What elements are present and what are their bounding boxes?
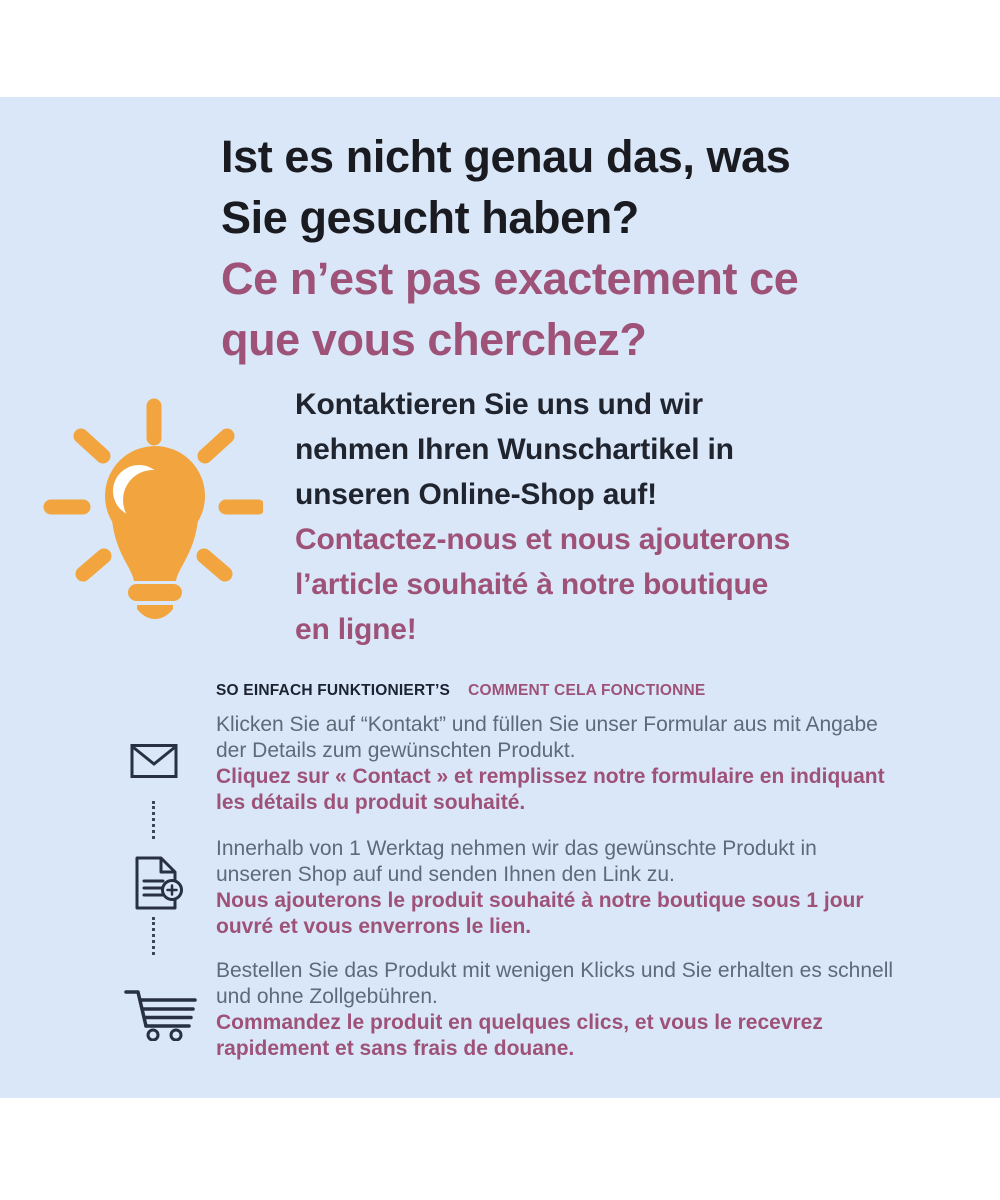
step-2-de-line1: Innerhalb von 1 Werktag nehmen wir das gewünschte Produkt in xyxy=(216,837,817,860)
headline xyxy=(221,126,798,370)
envelope-icon xyxy=(130,743,178,779)
how-it-works-fr: COMMENT CELA FONCTIONNE xyxy=(468,682,706,699)
step-2-text xyxy=(216,836,864,940)
lightbulb-icon xyxy=(43,398,263,620)
dotted-connector xyxy=(152,801,155,839)
step-1-fr-line1: Cliquez sur « Contact » et remplissez notre formulaire en indiquant xyxy=(216,765,885,788)
intro-fr-line1: Contactez-nous et nous ajouterons xyxy=(295,523,791,556)
how-it-works-de: SO EINFACH FUNKTIONIERT’S xyxy=(216,682,451,699)
headline-de-line2: Sie gesucht haben? xyxy=(221,192,639,243)
step-2-fr-line1: Nous ajouterons le produit souhaité à notre boutique sous 1 jour xyxy=(216,889,864,912)
step-3-text xyxy=(216,958,893,1062)
intro-de-line2: nehmen Ihren Wunschartikel in xyxy=(295,433,734,466)
headline-fr-line2: que vous cherchez? xyxy=(221,314,647,365)
step-3-de-line1: Bestellen Sie das Produkt mit wenigen Klicks und Sie erhalten es schnell xyxy=(216,959,894,982)
intro-text xyxy=(295,382,790,652)
step-1-de-line1: Klicken Sie auf “Kontakt” und füllen Sie unser Formular aus mit Angabe xyxy=(216,713,878,736)
step-2-de-line2: unseren Shop auf und senden Ihnen den Link zu. xyxy=(216,863,675,886)
step-3-fr-line1: Commandez le produit en quelques clics, et vous le recevrez xyxy=(216,1011,823,1034)
intro-fr-line2: l’article souhaité à notre boutique xyxy=(295,568,769,601)
step-1-de-line2: der Details zum gewünschten Produkt. xyxy=(216,739,576,762)
step-3-fr-line2: rapidement et sans frais de douane. xyxy=(216,1037,575,1060)
intro-fr-line3: en ligne! xyxy=(295,613,417,646)
step-1-fr-line2: les détails du produit souhaité. xyxy=(216,791,526,814)
document-add-icon xyxy=(131,856,183,912)
headline-de-line1: Ist es nicht genau das, was xyxy=(221,131,791,182)
dotted-connector xyxy=(152,917,155,955)
step-2-fr-line2: ouvré et vous enverrons le lien. xyxy=(216,915,532,938)
step-1-text xyxy=(216,712,885,816)
headline-fr-line1: Ce n’est pas exactement ce xyxy=(221,253,799,304)
how-it-works-header xyxy=(216,682,705,700)
step-3-de-line2: und ohne Zollgebühren. xyxy=(216,985,438,1008)
intro-de-line3: unseren Online-Shop auf! xyxy=(295,478,657,511)
intro-de-line1: Kontaktieren Sie uns und wir xyxy=(295,388,703,421)
shopping-cart-icon xyxy=(123,988,197,1041)
